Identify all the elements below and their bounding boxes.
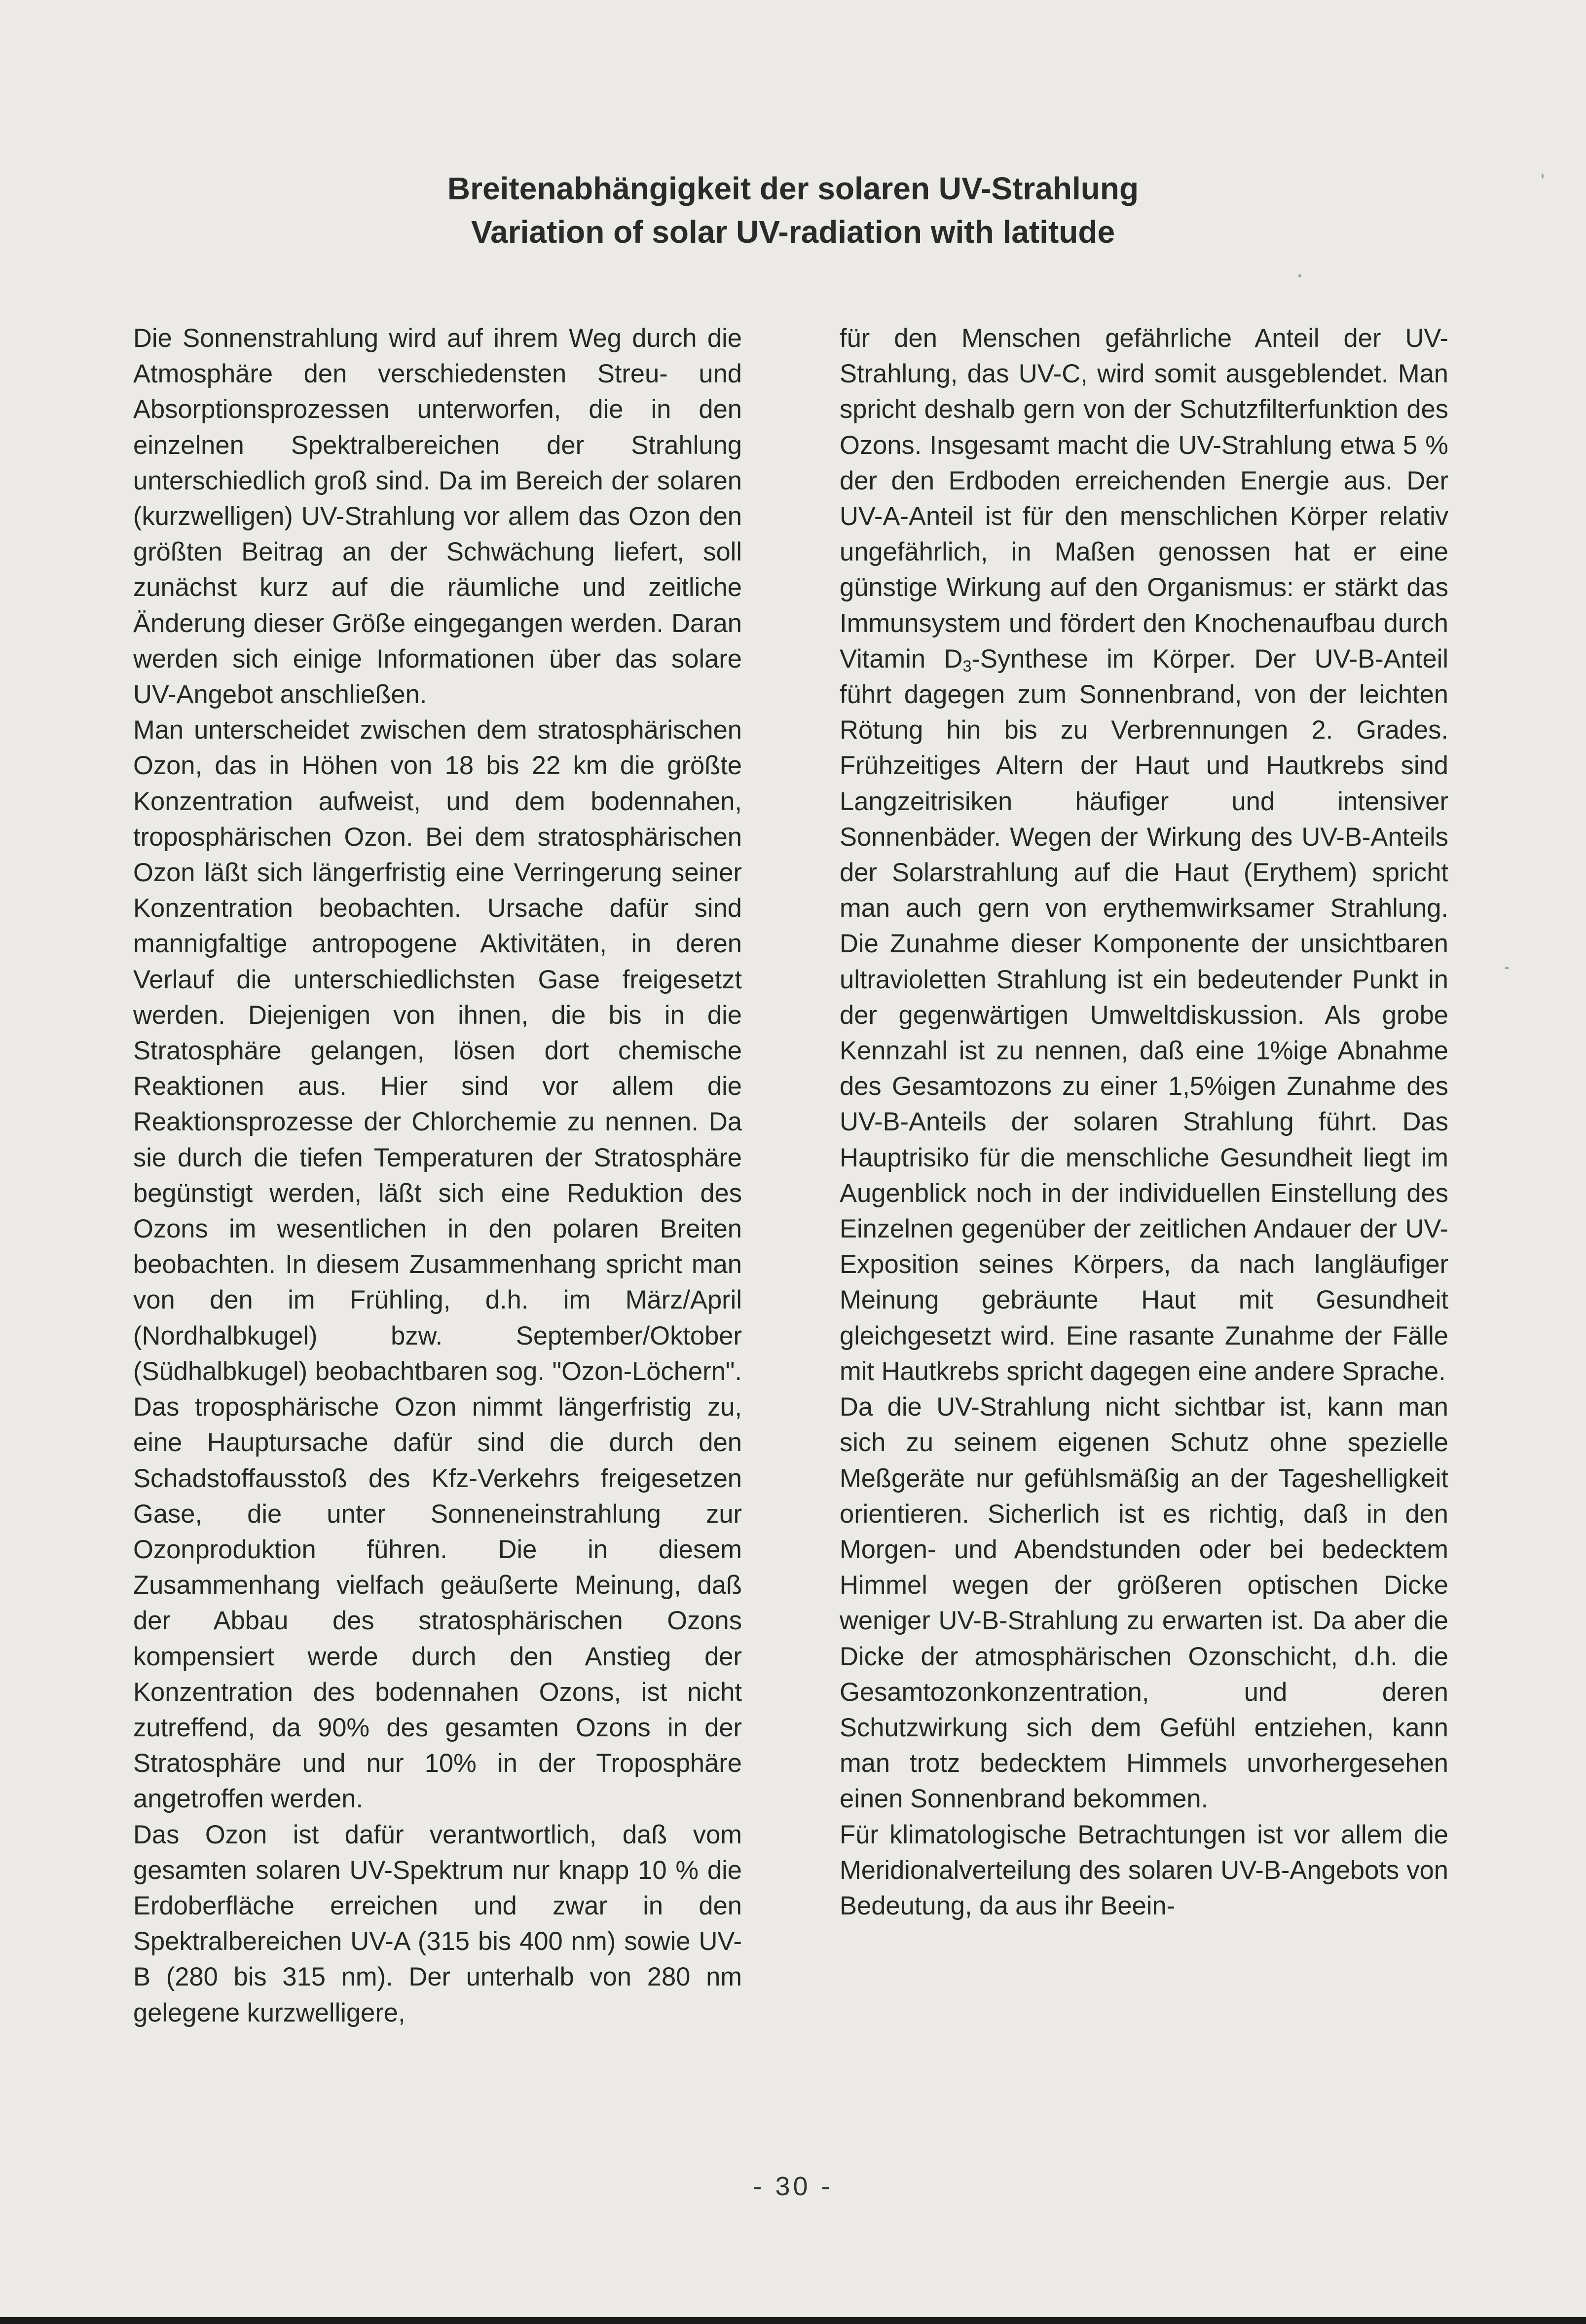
- scan-edge: [0, 2317, 1586, 2324]
- paragraph: [840, 321, 1448, 1389]
- scan-speck: [1505, 967, 1509, 969]
- text-column-right: [840, 321, 1448, 1924]
- title-english: Variation of solar UV-radiation with latitude: [471, 214, 1115, 250]
- paragraph-text: für den Menschen gefährliche Anteil der UV-Strahlung, das UV-C, wird somit ausgeblendet. Man spricht deshalb gern von der Schutzfilterfunktion des Ozons. Insgesamt macht die UV-Strahlung etwa 5 % der den Erdboden erreichenden Energie aus. Der UV-A-Anteil ist für den menschlichen Körper relativ ungefährlich, in Maßen genossen hat er eine günstige Wirkung auf den Organismus: er stärkt das Immunsystem und fördert den Knochenaufbau durch Vitamin D: [840, 324, 1448, 674]
- paragraph: Für klimatologische Betrachtungen ist vor allem die Meridionalverteilung des solaren UV-B-Angebots von Bedeutung, da aus ihr Beein-: [840, 1820, 1448, 1920]
- scan-speck: [1298, 274, 1301, 277]
- paragraph: Da die UV-Strahlung nicht sichtbar ist, kann man sich zu seinem eigenen Schutz ohne spezielle Meßgeräte nur gefühlsmäßig an der Tageshelligkeit orientieren. Sicherlich ist es richtig, daß in den Morgen- und Abendstunden oder bei bedecktem Himmel wegen der größeren optischen Dicke weniger UV-B-Strahlung zu erwarten ist. Da aber die Dicke der atmosphärischen Ozonschicht, d.h. die Gesamtozonkonzentration, und deren Schutzwirkung sich dem Gefühl entziehen, kann man trotz bedecktem Himmels unvorhergesehen einen Sonnenbrand bekommen.: [840, 1392, 1448, 1814]
- scan-speck: [1542, 174, 1544, 179]
- page-title-block: [0, 167, 1586, 254]
- paragraph: Die Sonnenstrahlung wird auf ihrem Weg durch die Atmosphäre den verschiedensten Streu- und Absorptionsprozessen unterworfen, die in den einzelnen Spektralbereichen der Strahlung unterschiedlich groß sind. Da im Bereich der solaren (kurzwelligen) UV-Strahlung vor allem das Ozon den größten Beitrag an der Schwächung liefert, soll zunächst kurz auf die räumliche und zeitliche Änderung dieser Größe eingegangen werden. Daran werden sich einige Informationen über das solare UV-Angebot anschließen.: [133, 324, 742, 710]
- page-number: - 30 -: [753, 2172, 833, 2201]
- text-column-left: [133, 321, 742, 2031]
- paragraph: Man unterscheidet zwischen dem stratosphärischen Ozon, das in Höhen von 18 bis 22 km die größte Konzentration aufweist, und dem bodennahen, troposphärischen Ozon. Bei dem stratosphärischen Ozon läßt sich längerfristig eine Verringerung seiner Konzentration beobachten. Ursache dafür sind mannigfaltige antropogene Aktivitäten, in deren Verlauf die unterschiedlichsten Gase freigesetzt werden. Diejenigen von ihnen, die bis in die Stratosphäre gelangen, lösen dort chemische Reaktionen aus. Hier sind vor allem die Reaktionsprozesse der Chlorchemie zu nennen. Da sie durch die tiefen Temperaturen der Stratosphäre begünstigt werden, läßt sich eine Reduktion des Ozons im wesentlichen in den polaren Breiten beobachten. In diesem Zusammenhang spricht man von den im Frühling, d.h. im März/April (Nordhalbkugel) bzw. September/Oktober (Südhalbkugel) beobachtbaren sog. "Ozon-Löchern". Das troposphärische Ozon nimmt längerfristig zu, eine Hauptursache dafür sind die durch den Schadstoffausstoß des Kfz-Verkehrs freigesetzen Gase, die unter Sonneneinstrahlung zur Ozonproduktion führen. Die in diesem Zusammenhang vielfach geäußerte Meinung, daß der Abbau des stratosphärischen Ozons kompensiert werde durch den Anstieg der Konzentration des bodennahen Ozons, ist nicht zutreffend, da 90% des gesamten Ozons in der Stratosphäre und nur 10% in der Troposphäre angetroffen werden.: [133, 715, 742, 1814]
- title-german: Breitenabhängigkeit der solaren UV-Strahlung: [447, 171, 1139, 206]
- subscript: 3: [962, 657, 972, 675]
- paragraph: Das Ozon ist dafür verantwortlich, daß vom gesamten solaren UV-Spektrum nur knapp 10 % die Erdoberfläche erreichen und zwar in den Spektralbereichen UV-A (315 bis 400 nm) sowie UV-B (280 bis 315 nm). Der unterhalb von 280 nm gelegene kurzwelligere,: [133, 1820, 742, 2027]
- paragraph-text: -Synthese im Körper. Der UV-B-Anteil führt dagegen zum Sonnenbrand, von der leichten Rötung hin bis zu Verbrennungen 2. Grades. Frühzeitiges Altern der Haut und Hautkrebs sind Langzeitrisiken häufiger und intensiver Sonnenbäder. Wegen der Wirkung des UV-B-Anteils der Solarstrahlung auf die Haut (Erythem) spricht man auch gern von erythemwirksamer Strahlung. Die Zunahme dieser Komponente der unsichtbaren ultravioletten Strahlung ist ein bedeutender Punkt in der gegenwärtigen Umweltdiskussion. Als grobe Kennzahl ist zu nennen, daß eine 1%ige Abnahme des Gesamtozons zu einer 1,5%igen Zunahme des UV-B-Anteils der solaren Strahlung führt. Das Hauptrisiko für die menschliche Gesundheit liegt im Augenblick noch in der individuellen Einstellung des Einzelnen gegenüber der zeitlichen Andauer der UV-Exposition seines Körpers, da nach langläufiger Meinung gebräunte Haut mit Gesundheit gleichgesetzt wird. Eine rasante Zunahme der Fälle mit Hautkrebs spricht dagegen eine andere Sprache.: [840, 644, 1448, 1386]
